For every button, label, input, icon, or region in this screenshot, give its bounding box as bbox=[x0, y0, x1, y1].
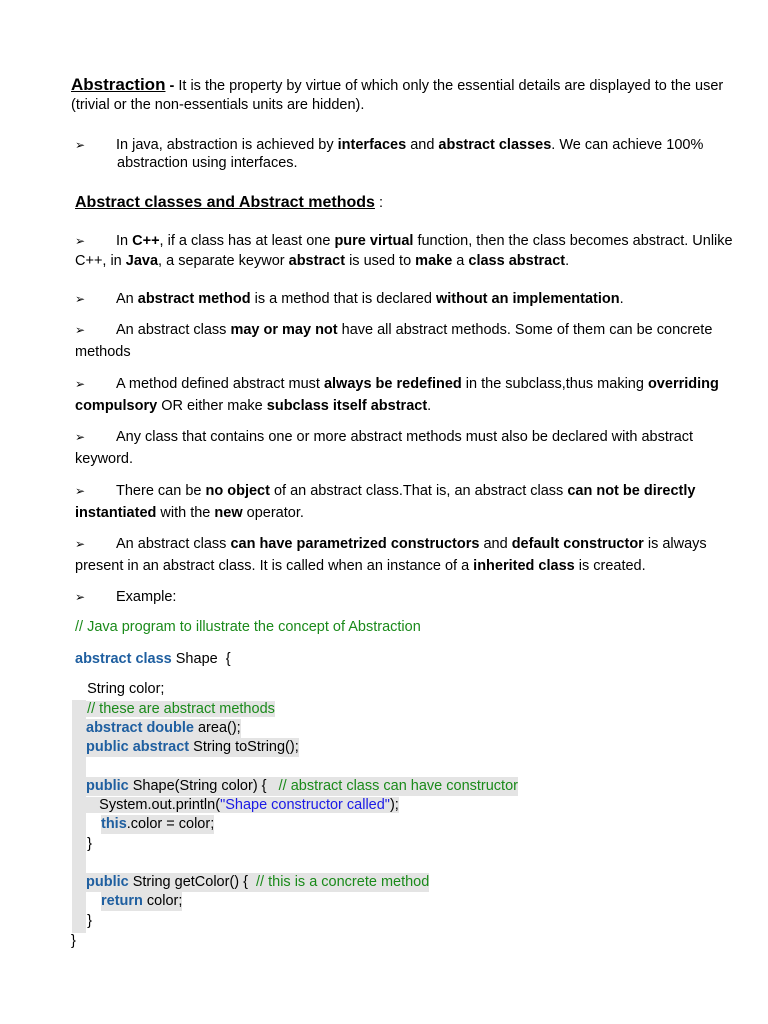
code-line-class: abstract class Shape { bbox=[75, 651, 231, 667]
bullet-constructors-line-2: present in an abstract class. It is called when an instance of a inherited class is created. bbox=[75, 558, 646, 574]
intro-text-1: It is the property by virtue of which only the essential details are displayed to the user bbox=[178, 78, 724, 94]
intro-dash: - bbox=[165, 78, 179, 94]
code-line-return: return color; bbox=[101, 892, 182, 911]
arrowhead-bullet-icon: ➢ bbox=[75, 323, 86, 337]
bullet-redefined-line-2: compulsory OR either make subclass itself abstract. bbox=[75, 398, 432, 414]
arrowhead-bullet-icon: ➢ bbox=[75, 234, 86, 248]
bullet-abstract-method: ➢ An abstract method is a method that is declared without an implementation. bbox=[75, 291, 624, 307]
code-line-constructor: public Shape(String color) { // abstract class can have constructor bbox=[86, 777, 518, 796]
section-heading-row bbox=[75, 193, 383, 213]
code-line-getcolor: public String getColor() { // this is a concrete method bbox=[86, 873, 429, 892]
code-gutter-shade bbox=[72, 700, 86, 933]
bullet-may-or-may-not: ➢ An abstract class may or may not have all abstract methods. Some of them can be concrete bbox=[75, 322, 713, 338]
bullet-cpp-line-2: C++, in Java, a separate keywor abstract is used to make a class abstract. bbox=[75, 253, 570, 269]
code-line-comment-abstract: // these are abstract methods bbox=[75, 701, 275, 717]
code-line-close-method: } bbox=[75, 913, 92, 929]
bullet-redefined: ➢ A method defined abstract must always be redefined in the subclass,thus making overriding bbox=[75, 376, 719, 392]
bullet-no-object: ➢ There can be no object of an abstract class.That is, an abstract class can not be directly bbox=[75, 483, 696, 499]
code-line-println: System.out.println("Shape constructor called"); bbox=[75, 797, 399, 813]
bullet-constructors: ➢ An abstract class can have parametrized constructors and default constructor is always bbox=[75, 536, 707, 552]
section-heading: Abstract classes and Abstract methods bbox=[75, 194, 375, 211]
section-colon: : bbox=[374, 195, 384, 211]
arrowhead-bullet-icon: ➢ bbox=[75, 377, 86, 391]
code-line-close-constructor: } bbox=[75, 836, 92, 852]
arrowhead-bullet-icon: ➢ bbox=[75, 430, 86, 444]
intro-line-2: (trivial or the non-essentials units are hidden). bbox=[71, 97, 365, 113]
bullet-any-class-line-2: keyword. bbox=[75, 451, 134, 467]
arrowhead-bullet-icon: ➢ bbox=[75, 590, 86, 604]
bullet-any-class: ➢ Any class that contains one or more abstract methods must also be declared with abstract bbox=[75, 429, 694, 445]
arrowhead-bullet-icon: ➢ bbox=[75, 484, 86, 498]
bullet-may-or-may-not-line-2: methods bbox=[75, 344, 131, 360]
code-line-area: abstract double area(); bbox=[86, 719, 241, 738]
code-line-this: this.color = color; bbox=[101, 815, 214, 834]
bullet-cpp: ➢ In C++, if a class has at least one pure virtual function, then the class becomes abstract. Unlike bbox=[75, 233, 733, 249]
code-comment-top: // Java program to illustrate the concept of Abstraction bbox=[75, 619, 421, 635]
code-line-field: String color; bbox=[75, 681, 165, 697]
bullet-example: ➢ Example: bbox=[75, 589, 177, 605]
abstraction-heading: Abstraction bbox=[71, 75, 166, 94]
bullet-interfaces-line-2: abstraction using interfaces. bbox=[117, 155, 298, 171]
arrowhead-bullet-icon: ➢ bbox=[75, 537, 86, 551]
arrowhead-bullet-icon: ➢ bbox=[75, 292, 86, 306]
code-line-tostring: public abstract String toString(); bbox=[86, 738, 299, 757]
bullet-no-object-line-2: instantiated with the new operator. bbox=[75, 505, 304, 521]
arrowhead-bullet-icon: ➢ bbox=[75, 138, 86, 152]
code-line-close-class: } bbox=[71, 933, 76, 949]
intro-line-1 bbox=[71, 75, 723, 96]
bullet-interfaces: ➢ In java, abstraction is achieved by interfaces and abstract classes. We can achieve 100% bbox=[75, 137, 704, 153]
